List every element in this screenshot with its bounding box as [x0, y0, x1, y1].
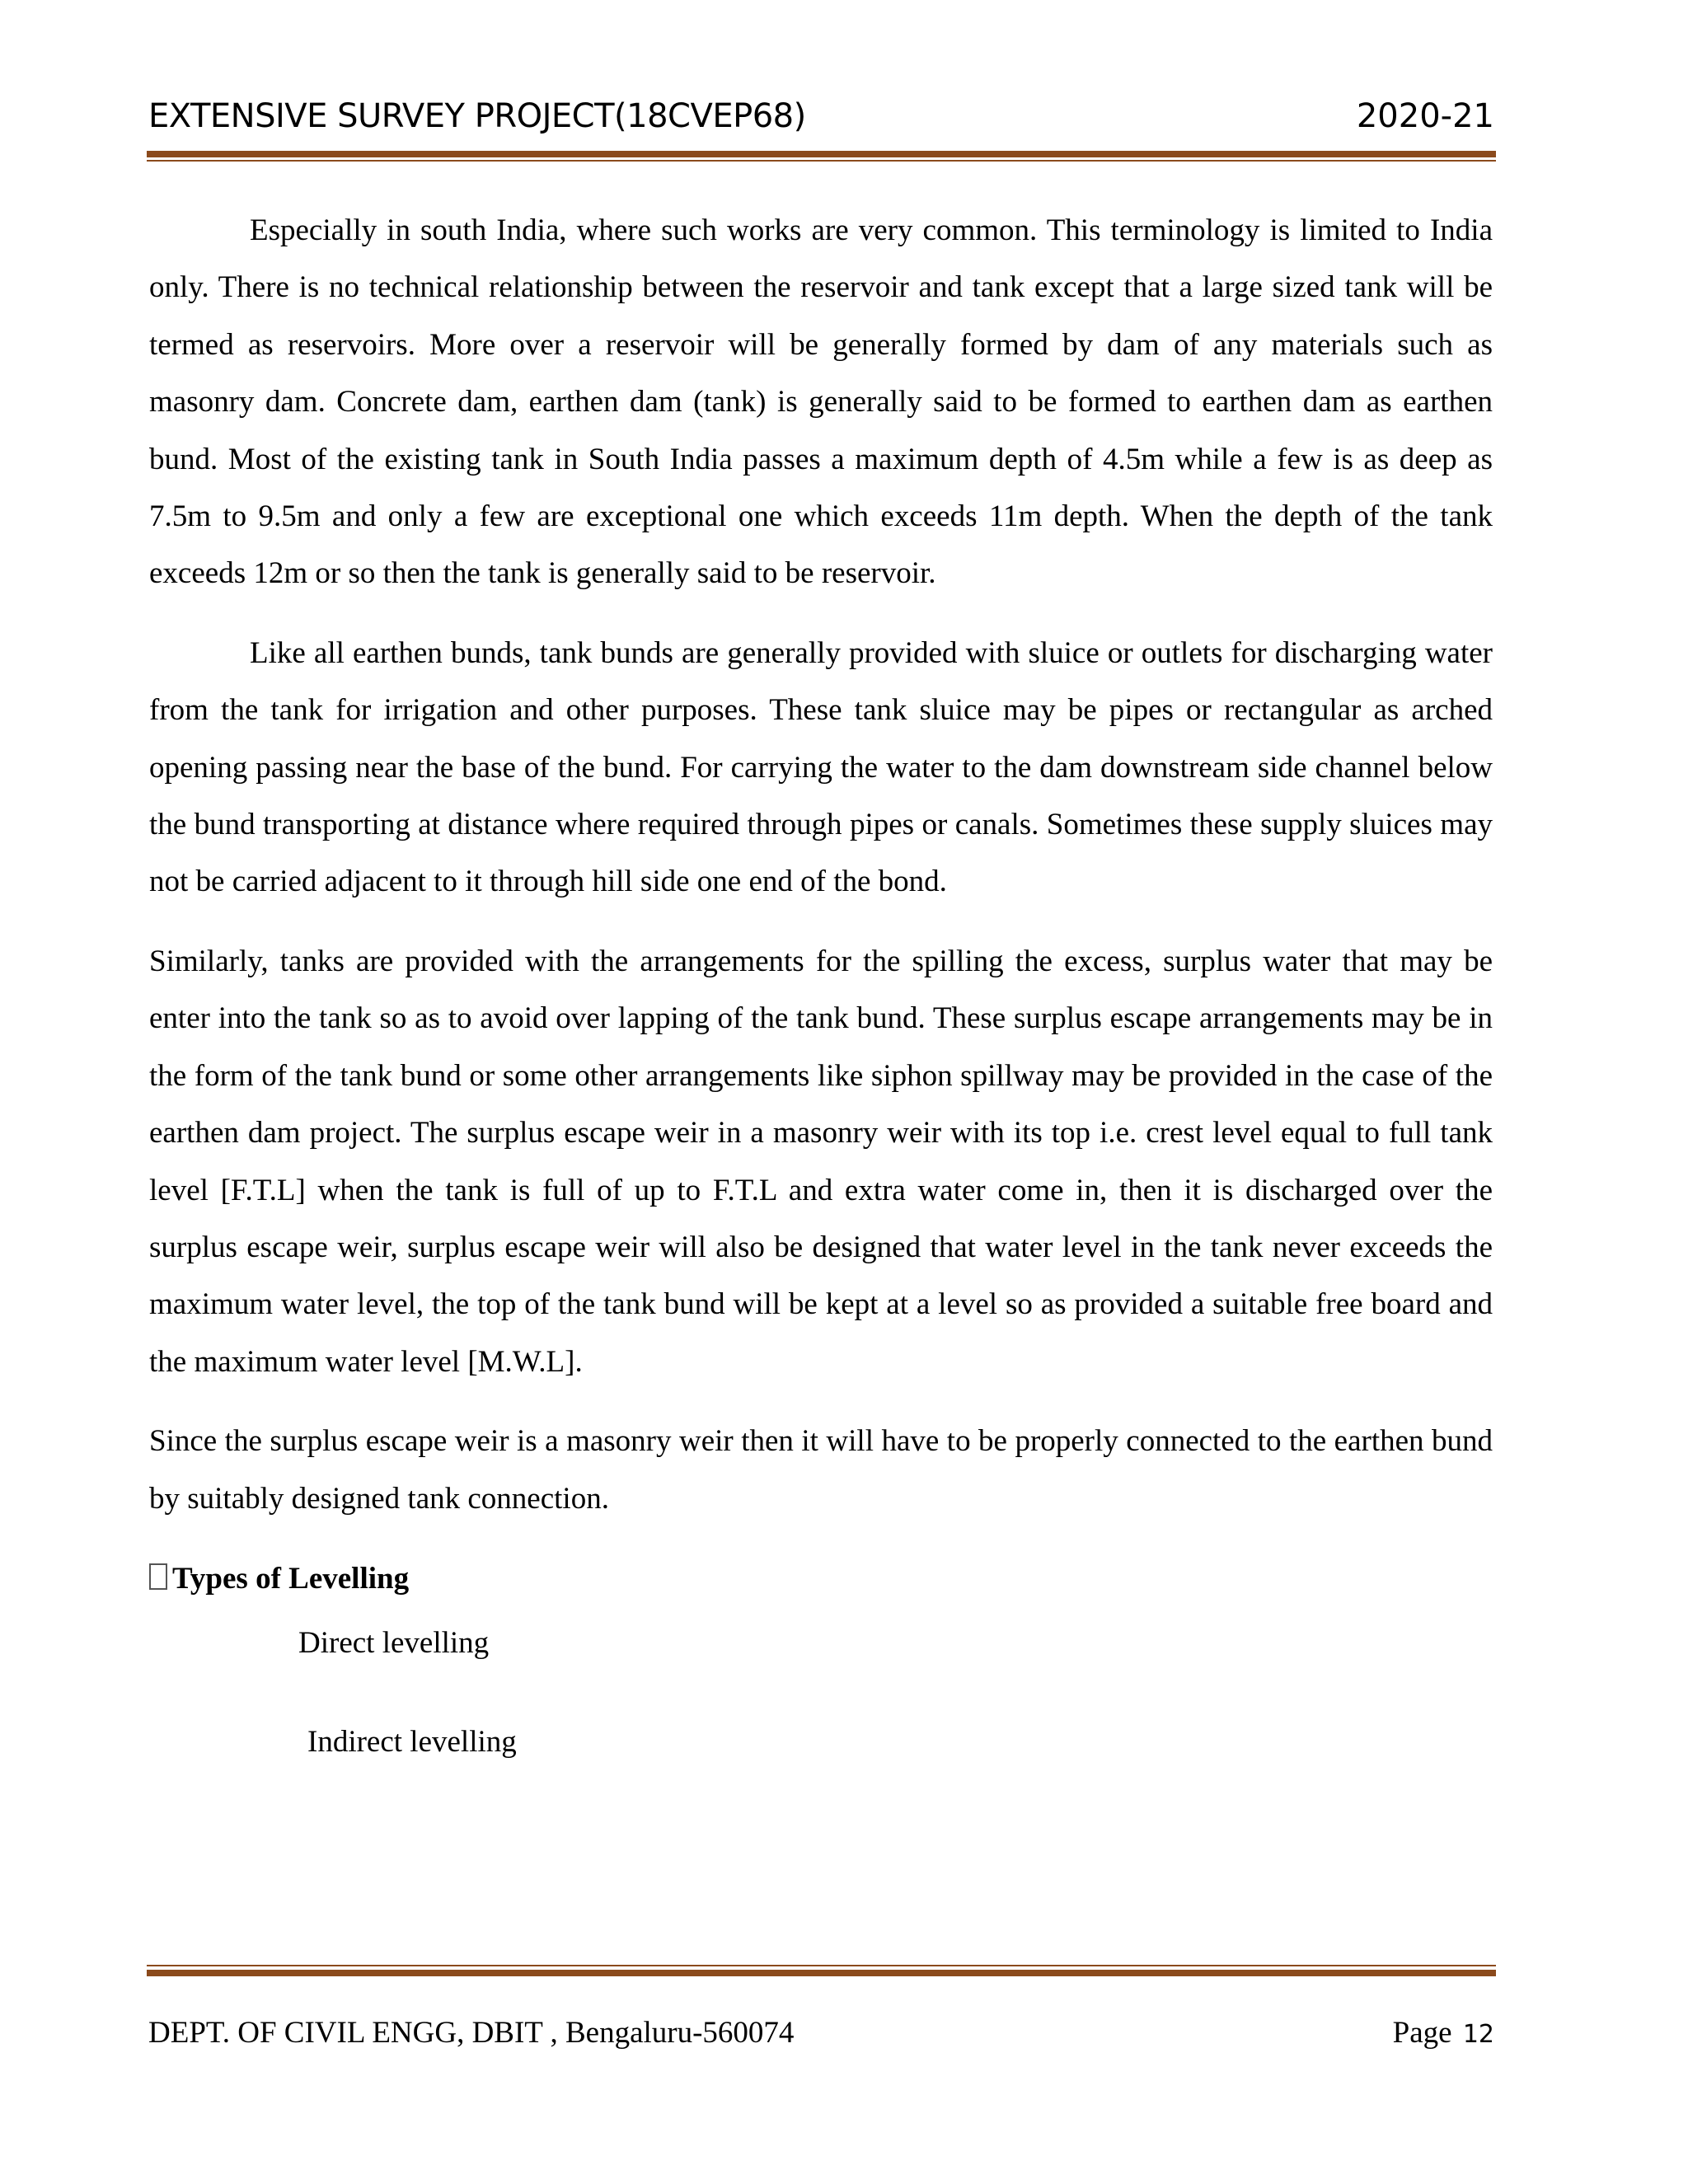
paragraph-surplus-escape: Similarly, tanks are provided with the arrangements for the spilling the excess, surplus water that may be enter into the tank so as to avoid over lapping of the tank bund. These surplus escape arrangements may be in the form of the tank bund or some other arrangements like siphon spillway may be provided in the case of the earthen dam project. The surplus escape weir in a masonry weir with its top i.e. crest level equal to full tank level [F.T.L] when the tank is full of up to F.T.L and extra water come in, then it is discharged over the surplus escape weir, surplus escape weir will also be designed that water level in the tank never exceeds the maximum water level, the top of the tank bund will be kept at a level so as provided a suitable free board and the maximum water level [M.W.L].: [149, 944, 1493, 1379]
footer-department: DEPT. OF CIVIL ENGG, DBIT , Bengaluru-560074: [148, 2016, 795, 2050]
header-title: EXTENSIVE SURVEY PROJECT(18CVEP68): [148, 97, 806, 135]
page-header: [148, 97, 1494, 147]
paragraph-tank-connection: Since the surplus escape weir is a masonry weir then it will have to be properly connected to the earthen bund by suitably designed tank connection.: [149, 1424, 1493, 1516]
page-number: 12: [1462, 2020, 1494, 2049]
footer-page: [1393, 2015, 1494, 2050]
document-body: [149, 202, 1493, 1772]
header-year: 2020-21: [1356, 97, 1494, 135]
header-rule-thin: [147, 160, 1496, 162]
paragraph-tank-sluices: Like all earthen bunds, tank bunds are generally provided with sluice or outlets for discharging water from the tank for irrigation and other purposes. These tank sluice may be pipes or rectangular as arched opening passing near the base of the bund. For carrying the water to the dam downstream side channel below the bund transporting at distance where required through pipes or canals. Sometimes these supply sluices may not be carried adjacent to it through hill side one end of the bond.: [149, 635, 1493, 899]
bullet-box-icon: [149, 1563, 167, 1590]
header-rule-thick: [147, 151, 1496, 157]
page-footer: [148, 2015, 1494, 2056]
paragraph-reservoir-terminology: Especially in south India, where such works are very common. This terminology is limited to India only. There is no technical relationship between the reservoir and tank except that a large sized tank will be termed as reservoirs. More over a reservoir will be generally formed by dam of any materials such as masonry dam. Concrete dam, earthen dam (tank) is generally said to be formed to earthen dam as earthen bund. Most of the existing tank in South India passes a maximum depth of 4.5m while a few is as deep as 7.5m to 9.5m and only a few are exceptional one which exceeds 11m depth. When the depth of the tank exceeds 12m or so then the tank is generally said to be reservoir.: [149, 213, 1493, 591]
section-heading: [149, 1549, 1493, 1609]
footer-rule-thick: [147, 1970, 1496, 1976]
list-item-indirect-levelling: Indirect levelling: [307, 1724, 517, 1759]
footer-page-label: Page: [1392, 2016, 1452, 2050]
footer-rule-thin: [147, 1965, 1496, 1966]
section-heading-text: Types of Levelling: [172, 1561, 410, 1596]
list-item-direct-levelling: Direct levelling: [298, 1625, 490, 1660]
